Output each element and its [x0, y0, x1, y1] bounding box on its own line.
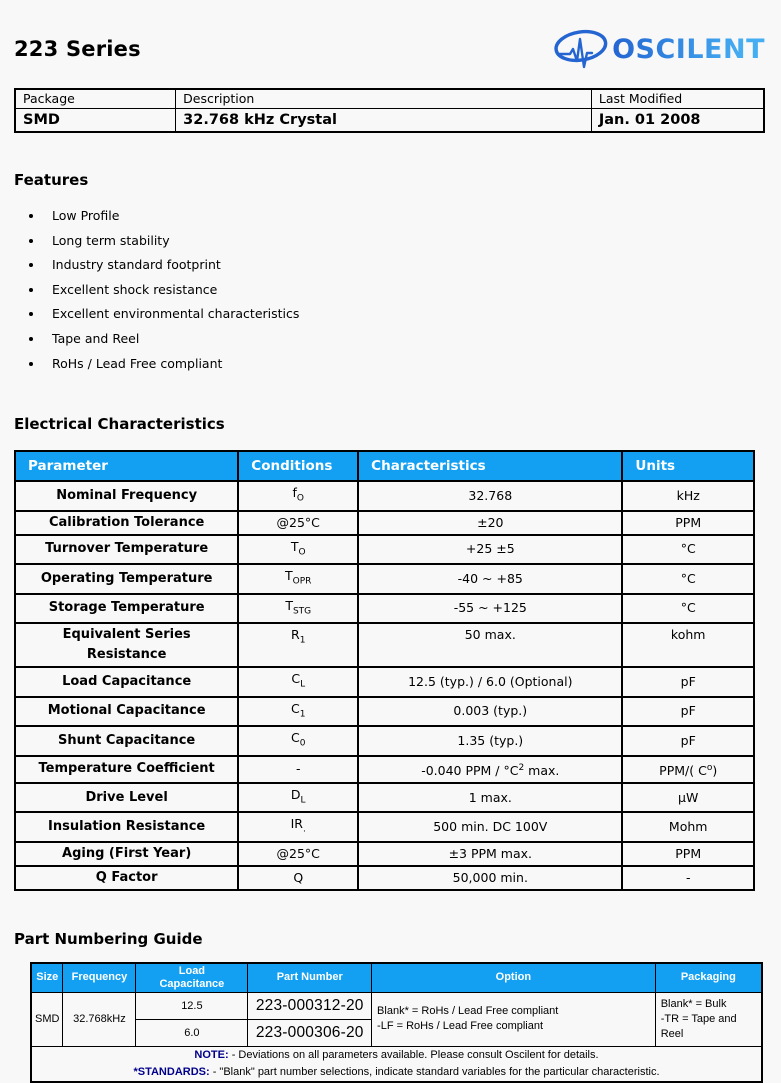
cell-param	[15, 667, 238, 697]
electrical-characteristics-table	[14, 450, 755, 891]
oscilent-logo-text: OSCILENT	[612, 33, 765, 65]
cell-text: Temperature Coefficient	[38, 761, 215, 777]
conditions-header: Conditions	[238, 451, 358, 481]
cell-param	[15, 697, 238, 727]
cell-text: 0.003 (typ.)	[453, 703, 528, 719]
cell-units	[622, 535, 754, 565]
feature-item: • Excellent shock resistance	[44, 278, 765, 303]
cell-chars	[358, 511, 622, 535]
description-header: Description	[176, 89, 592, 108]
oscilent-ellipse-pulse-icon	[553, 26, 609, 72]
cell-param	[15, 783, 238, 813]
note-label: NOTE:	[194, 1048, 229, 1061]
cell-text: @25°C	[276, 514, 320, 530]
cell-text: µW	[678, 789, 699, 805]
cell-param	[15, 594, 238, 624]
cell-chars	[358, 783, 622, 813]
cell-text: PPM/( $C^o$)	[659, 762, 718, 778]
cell-text: $D_L$	[290, 786, 306, 806]
cell-text: kohm	[670, 627, 706, 643]
last-modified-header: Last Modified	[591, 89, 764, 108]
cell-text: 32.768	[468, 487, 513, 503]
feature-item: • Long term stability	[44, 229, 765, 254]
cell-text: Operating Temperature	[40, 570, 213, 586]
packaging-header: Packaging	[655, 963, 762, 993]
load-capacitance-cell: 6.0	[136, 1019, 248, 1046]
cell-text: -	[685, 869, 691, 885]
cell-text: pF	[680, 732, 696, 748]
cell-text: ±3 PPM max.	[448, 845, 533, 861]
cell-param	[15, 564, 238, 594]
cell-text: pF	[680, 703, 696, 719]
cell-text: $T_{STG}$	[285, 597, 312, 617]
cell-chars	[358, 535, 622, 565]
cell-param	[15, 623, 238, 667]
cell-text: -0.040 PPM / $^\circ C^2$ max.	[421, 762, 560, 778]
standards-text: - "Blank" part number selections, indicate standard variables for the particular characteristic.	[209, 1065, 660, 1078]
cell-text: $f_O$	[292, 485, 304, 504]
feature-item: • Industry standard footprint	[44, 253, 765, 278]
feature-item: • Excellent environmental characteristics	[44, 302, 765, 327]
package-value: SMD	[15, 108, 176, 132]
cell-chars	[358, 564, 622, 594]
standards-row	[31, 1064, 762, 1082]
table-row	[15, 564, 754, 594]
table-row	[15, 594, 754, 624]
cell-text: Q Factor	[95, 869, 158, 885]
cell-text: °C	[680, 570, 696, 586]
cell-text: $T_O$	[290, 538, 306, 558]
packaging-line: Blank* = Bulk	[660, 997, 727, 1010]
cell-param	[15, 481, 238, 511]
last-modified-value: Jan. 01 2008	[591, 108, 764, 132]
cell-cond	[238, 511, 358, 535]
cell-text: Turnover Temperature	[45, 541, 209, 557]
cell-param	[15, 842, 238, 866]
cell-text: $C_0$	[291, 730, 306, 749]
cell-cond	[238, 756, 358, 783]
cell-cond	[238, 866, 358, 890]
cell-text: +25 ±5	[465, 541, 515, 557]
cell-cond	[238, 564, 358, 594]
cell-text: 500 min. DC 100V	[433, 819, 548, 835]
cell-text: PPM	[675, 845, 702, 861]
cell-text: $C_L$	[291, 671, 306, 690]
note-text: - Deviations on all parameters available. Please consult Oscilent for details.	[228, 1048, 599, 1061]
part-numbering-table	[30, 962, 763, 1083]
features-list	[14, 204, 765, 376]
cell-units	[622, 623, 754, 667]
cell-text: Motional Capacitance	[47, 703, 206, 719]
cell-text: °C	[680, 541, 696, 557]
cell-text: Aging (First Year)	[62, 845, 192, 861]
cell-chars	[358, 842, 622, 866]
cell-text: Equivalent Series Resistance	[62, 627, 191, 663]
units-header: Units	[622, 451, 754, 481]
size-header: Size	[31, 963, 63, 993]
cell-text: Drive Level	[85, 789, 168, 805]
cell-param	[15, 535, 238, 565]
cell-chars	[358, 866, 622, 890]
cell-text: 50,000 min.	[452, 869, 528, 885]
cell-text: $C_1$	[291, 700, 306, 720]
cell-text: $IR_.$	[290, 816, 306, 835]
cell-units	[622, 667, 754, 697]
load-capacitance-cell: 12.5	[136, 992, 248, 1019]
cell-text: PPM	[675, 514, 702, 530]
load-capacitance-header: Load Capacitance	[136, 963, 248, 993]
option-header: Option	[372, 963, 656, 993]
electrical-table-body	[15, 481, 754, 890]
feature-item: • Low Profile	[44, 204, 765, 229]
cell-text: pF	[680, 673, 696, 689]
part-number-cell: 223-000306-20	[248, 1019, 372, 1046]
table-row	[15, 866, 754, 890]
table-header-row	[15, 451, 754, 481]
cell-cond	[238, 697, 358, 727]
cell-cond	[238, 842, 358, 866]
package-header: Package	[15, 89, 176, 108]
page-title: 223 Series	[14, 37, 141, 61]
cell-chars	[358, 697, 622, 727]
part-guide-heading: Part Numbering Guide	[14, 929, 203, 948]
cell-text: Insulation Resistance	[48, 819, 206, 835]
standards-label: *STANDARDS:	[133, 1065, 210, 1078]
cell-cond	[238, 623, 358, 667]
feature-item: • Tape and Reel	[44, 327, 765, 352]
table-row	[15, 726, 754, 756]
cell-text: Load Capacitance	[62, 673, 192, 689]
features-heading: Features	[14, 171, 89, 189]
cell-chars	[358, 812, 622, 842]
cell-chars	[358, 481, 622, 511]
cell-units	[622, 756, 754, 783]
cell-text: -40 ~ +85	[457, 570, 523, 586]
table-row	[15, 756, 754, 783]
cell-param	[15, 511, 238, 535]
cell-units	[622, 697, 754, 727]
cell-units	[622, 564, 754, 594]
note-cell	[31, 1046, 762, 1064]
option-line: -LF = RoHs / Lead Free compliant	[377, 1020, 544, 1033]
package-info-table	[14, 88, 765, 133]
cell-text: °C	[680, 600, 696, 616]
cell-units	[622, 842, 754, 866]
cell-text: ±20	[477, 514, 504, 530]
cell-text: @25°C	[276, 845, 320, 861]
cell-cond	[238, 812, 358, 842]
cell-units	[622, 481, 754, 511]
cell-units	[622, 594, 754, 624]
table-row	[15, 511, 754, 535]
cell-units	[622, 726, 754, 756]
table-row	[15, 623, 754, 667]
cell-text: 1 max.	[468, 789, 512, 805]
table-row	[15, 697, 754, 727]
part-number-header: Part Number	[248, 963, 372, 993]
cell-cond	[238, 667, 358, 697]
table-header-row	[31, 963, 762, 993]
packaging-line: -TR = Tape and Reel	[660, 1012, 737, 1040]
characteristics-header: Characteristics	[358, 451, 622, 481]
cell-chars	[358, 756, 622, 783]
cell-text: 1.35 (typ.)	[457, 732, 524, 748]
table-row	[15, 812, 754, 842]
table-row	[15, 481, 754, 511]
feature-item: • RoHs / Lead Free compliant	[44, 352, 765, 377]
part-number-cell: 223-000312-20	[248, 992, 372, 1019]
cell-text: Q	[293, 869, 304, 885]
cell-cond	[238, 783, 358, 813]
cell-param	[15, 812, 238, 842]
table-row	[31, 992, 762, 1019]
cell-text: 12.5 (typ.) / 6.0 (Optional)	[408, 673, 573, 689]
cell-chars	[358, 623, 622, 667]
cell-cond	[238, 594, 358, 624]
electrical-heading: Electrical Characteristics	[14, 415, 225, 434]
cell-text: 50 max.	[464, 627, 516, 643]
packaging-cell	[655, 992, 762, 1046]
option-cell	[372, 992, 656, 1046]
option-line: Blank* = RoHs / Lead Free compliant	[377, 1005, 559, 1018]
cell-units	[622, 812, 754, 842]
cell-text: Calibration Tolerance	[48, 514, 205, 530]
cell-param	[15, 866, 238, 890]
cell-units	[622, 511, 754, 535]
frequency-header: Frequency	[63, 963, 136, 993]
cell-text: Mohm	[668, 819, 708, 835]
cell-text: kHz	[676, 487, 700, 503]
cell-units	[622, 783, 754, 813]
cell-text: $T_{OPR}$	[285, 568, 312, 587]
cell-text: $R_1$	[291, 627, 306, 646]
table-row	[15, 89, 764, 108]
oscilent-logo	[553, 26, 765, 72]
cell-text: Shunt Capacitance	[58, 732, 196, 748]
table-row	[15, 783, 754, 813]
standards-cell	[31, 1064, 762, 1082]
page-header	[14, 27, 765, 71]
cell-cond	[238, 535, 358, 565]
cell-text: -	[295, 761, 301, 777]
cell-units	[622, 866, 754, 890]
cell-chars	[358, 594, 622, 624]
cell-text: -55 ~ +125	[453, 600, 527, 616]
cell-cond	[238, 481, 358, 511]
note-row	[31, 1046, 762, 1064]
size-cell: SMD	[31, 992, 63, 1046]
parameter-header: Parameter	[15, 451, 238, 481]
cell-text: Nominal Frequency	[56, 487, 198, 503]
table-row	[15, 108, 764, 132]
table-row	[15, 667, 754, 697]
cell-chars	[358, 667, 622, 697]
cell-param	[15, 756, 238, 783]
cell-text: Storage Temperature	[48, 600, 205, 616]
cell-chars	[358, 726, 622, 756]
table-row	[15, 535, 754, 565]
frequency-cell: 32.768kHz	[63, 992, 136, 1046]
description-value: 32.768 kHz Crystal	[176, 108, 592, 132]
table-row	[15, 842, 754, 866]
cell-cond	[238, 726, 358, 756]
cell-param	[15, 726, 238, 756]
